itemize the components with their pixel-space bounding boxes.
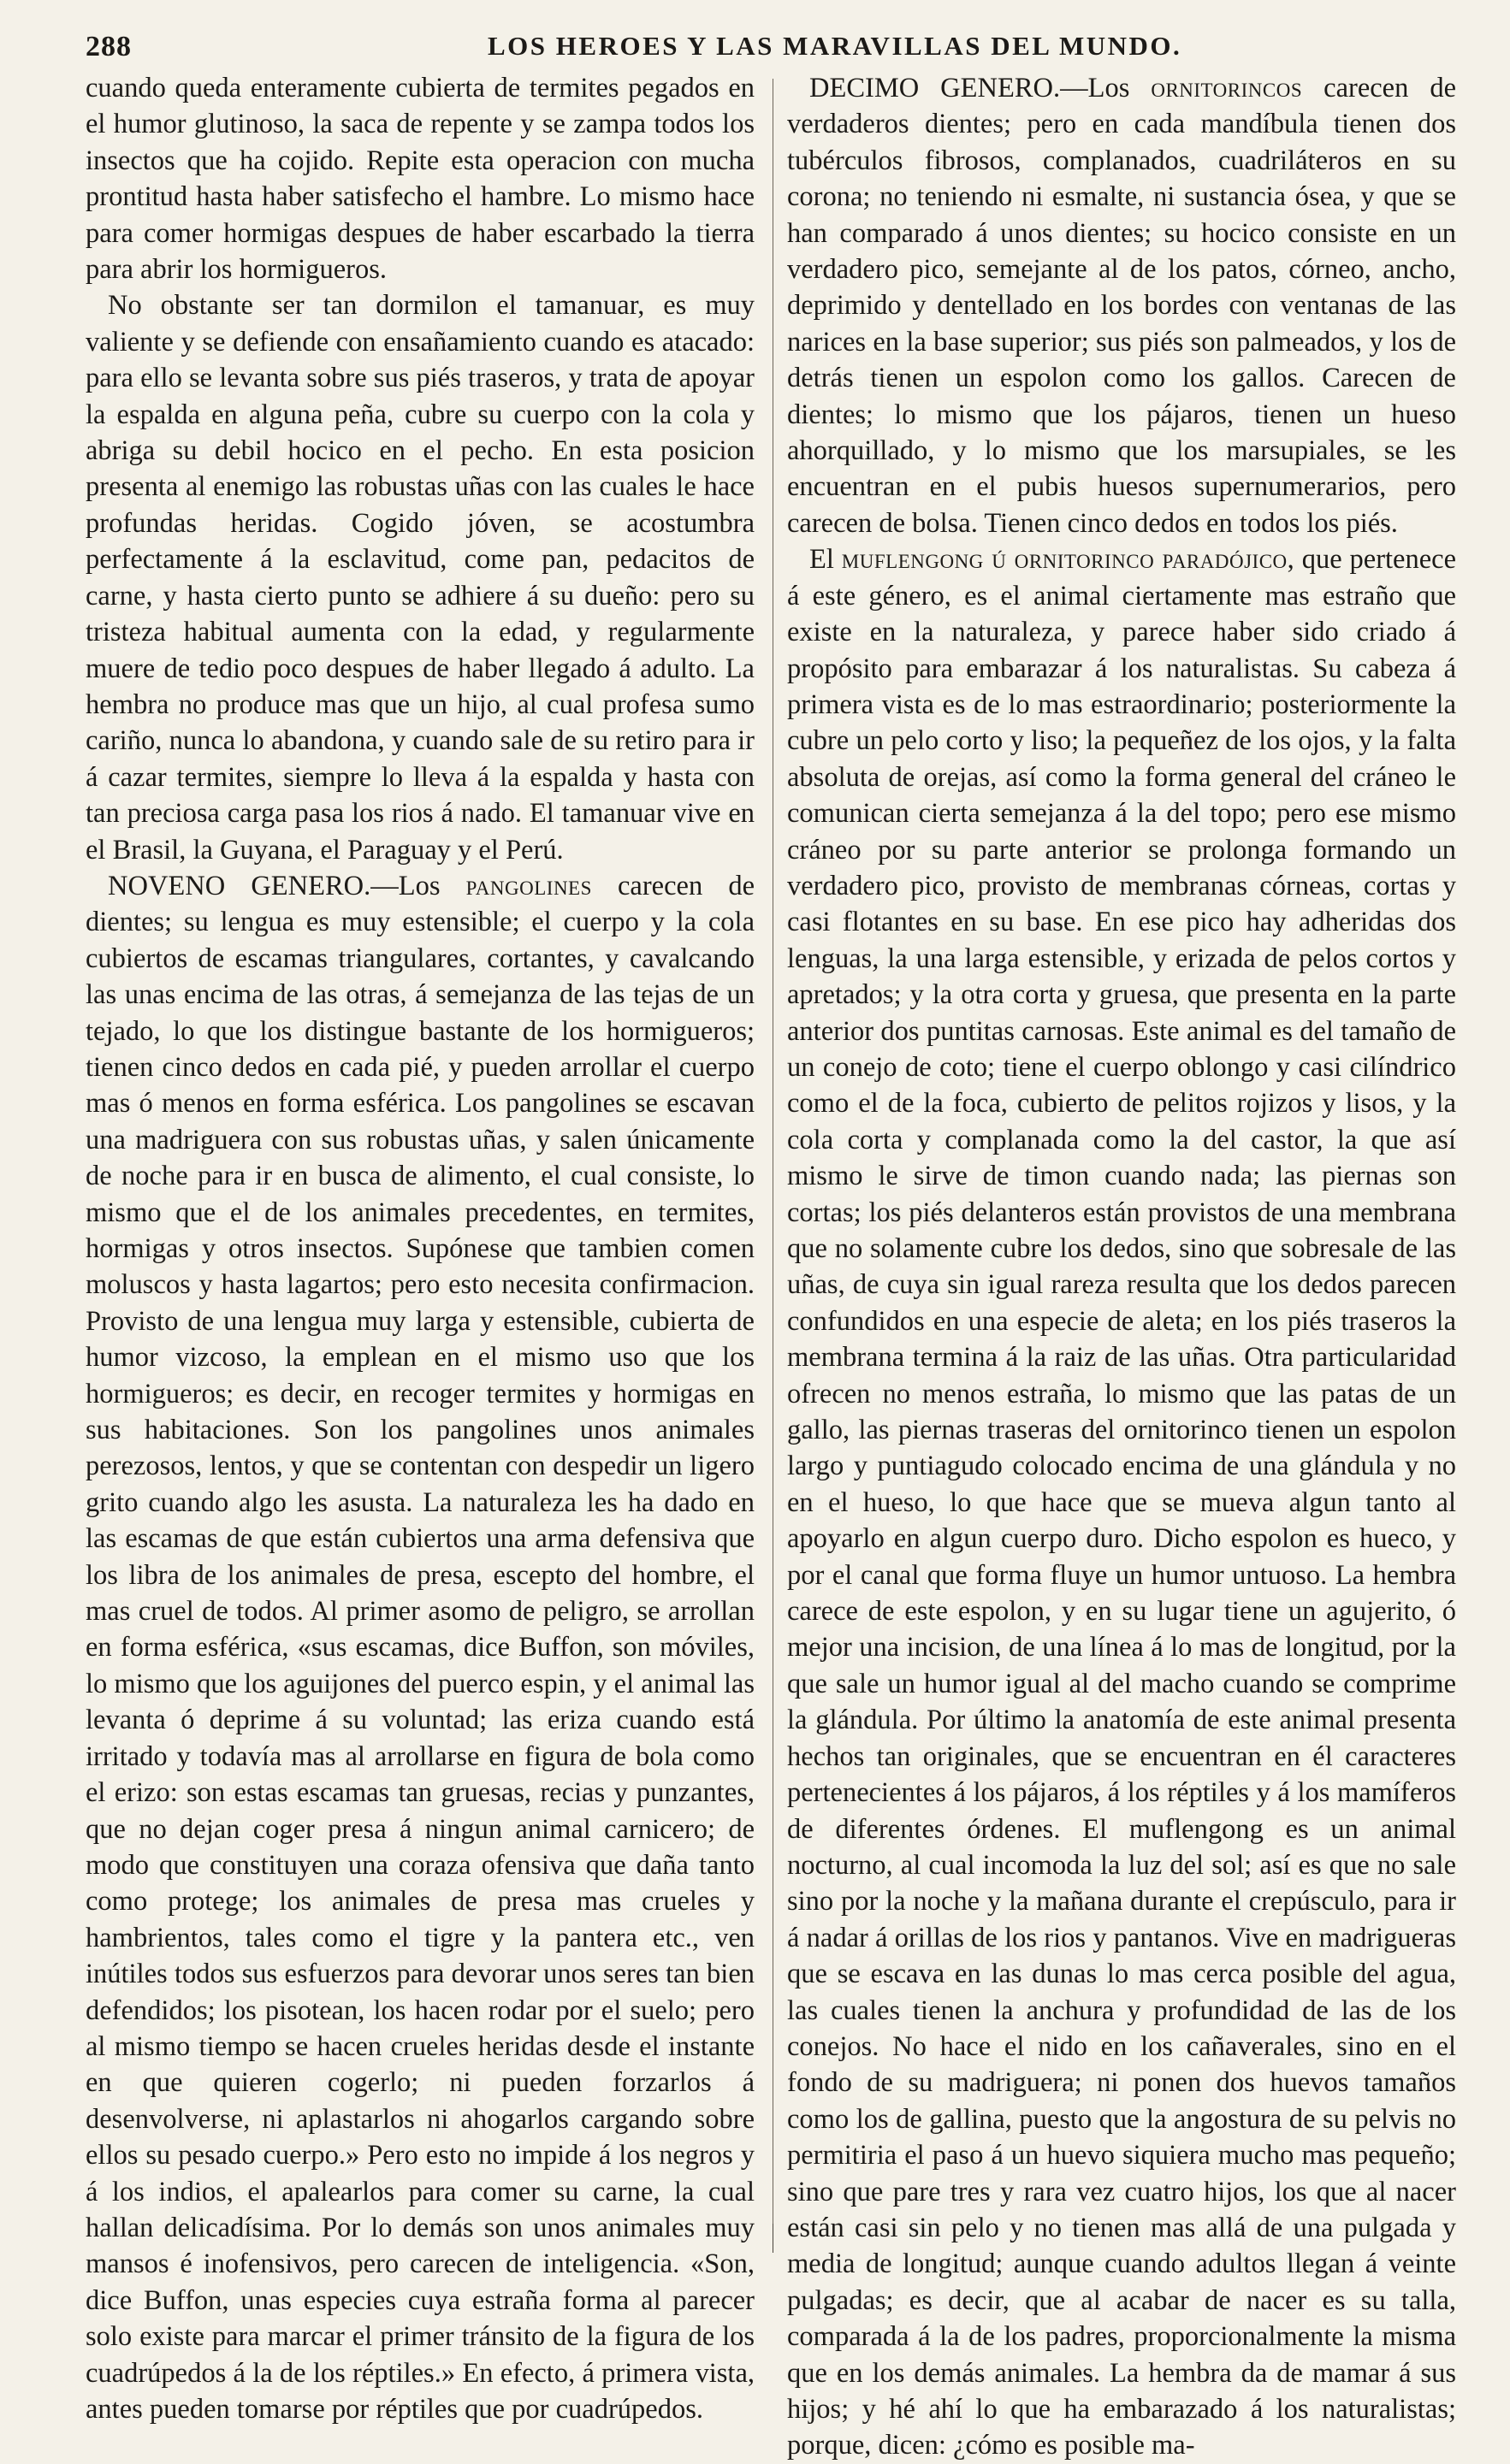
page-header [86, 24, 1454, 75]
right-paragraph-2 [787, 541, 1456, 2464]
genus-name-ornitorincos: ornitorincos [1151, 73, 1303, 103]
genus-heading-noveno: NOVENO GENERO.—Los [108, 870, 466, 901]
left-paragraph-2: No obstante ser tan dormilon el tamanuar, es muy valiente y se defiende con ensañamiento cuando es atacado: para ello se levanta sobre sus piés traseros, y trata de apoyar la espalda en alguna peña, cubre su cuerpo con la cola y abriga su debil hocico en el pecho. En esta posicion presenta al enemigo las robustas uñas con las cuales le hace profundas heridas. Cogido jóven, se acostumbra perfectamente á la esclavitud, come pan, pedacitos de carne, y hasta cierto punto se adhiere á su dueño: pero su tristeza habitual aumenta con la edad, y regularmente muere de tedio poco despues de haber llegado á adulto. La hembra no produce mas que un hijo, al cual profesa sumo cariño, nunca lo abandona, y cuando sale de su retiro para ir á cazar termites, siempre lo lleva á la espalda y hasta con tan preciosa carga pasa los rios á nado. El tamanuar vive en el Brasil, la Guyana, el Paraguay y el Perú. [86, 290, 755, 866]
genus-name-pangolines: pangolines [465, 870, 592, 901]
right-paragraph-2-body: , que pertenece á este género, es el animal ciertamente mas estraño que existe en la naturaleza, y parece haber sido criado á propósito para embarazar á los naturalistas. Su cabeza á primera vista es de lo mas estraordinario; posteriormente la cubre un pelo corto y liso; la pequeñez de los ojos, y la falta absoluta de orejas, así como la forma general del cráneo le comunican cierta semejanza á la del topo; pero ese mismo cráneo por su parte anterior se prolonga formando un verdadero pico, provisto de membranas córneas, cortas y casi flotantes en su base. En ese pico hay adheridas dos lenguas, la una larga estensible, y erizada de pelos cortos y apretados; y la otra corta y gruesa, que presenta en la parte anterior dos puntitas carnosas. Este animal es del tamaño de un conejo de coto; tiene el cuerpo oblongo y casi cilíndrico como el de la foca, cubierto de pelitos rojizos y lisos, y la cola corta y complanada como la del castor, la que así mismo le sirve de timon cuando nada; las piernas son cortas; los piés delanteros están provistos de una membrana que no solamente cubre los dedos, sino que sobresale de las uñas, de cuya sin igual rareza resulta que los dedos parecen confundidos en una especie de aleta; en los piés traseros la membrana termina á la raiz de las uñas. Otra particularidad ofrecen no menos estraña, lo mismo que las patas de un gallo, las piernas traseras del ornitorinco tienen un espolon largo y puntiagudo colocado encima de una glándula y no en el hueso, lo que hace que se mueva algun tanto al apoyarlo en algun cuerpo duro. Dicho espolon es hueco, y por el canal que forma fluye un humor untuoso. La hembra carece de este espolon, y en su lugar tiene un agujerito, ó mejor una incision, de una línea á lo mas de longitud, por la que sale un humor igual al del macho cuando se comprime la glándula. Por último la anatomía de este animal presenta hechos tan originales, que se encuentran en él caracteres pertenecientes á los pájaros, á los réptiles y á los mamíferos de diferentes órdenes. El muflengong es un animal nocturno, al cual incomoda la luz del sol; así es que no sale sino por la noche y la mañana durante el crepúsculo, para ir á nadar á orillas de los rios y pantanos. Vive en madrigueras que se escava en las dunas lo mas cerca posible del agua, las cuales tienen la anchura y profundidad de las de los conejos. No hace el nido en los cañaverales, sino en el fondo de su madriguera; ni ponen dos huevos tamaños como los de gallina, puesto que la angostura de su pelvis no permitiria el paso á un huevo siquiera mucho mas pequeño; sino que pare tres y rara vez cuatro hijos, los que al nacer están casi sin pelo y no tienen mas allá de una pulgada y media de longitud; aunque cuando adultos llegan á veinte pulgadas; es decir, que al acabar de nacer es su talla, comparada á la de los padres, proporcionalmente la misma que en los demás animales. La hembra da de mamar á sus hijos; y hé ahí lo que ha embarazado á los naturalistas; porque, dicen: ¿cómo es posible ma- [787, 544, 1457, 2461]
right-paragraph-1 [787, 70, 1456, 541]
left-column [86, 70, 755, 2427]
page-number: 288 [86, 31, 132, 62]
species-name-muflengong: muflengong ú ornitorinco paradójico [841, 544, 1288, 576]
running-title: LOS HEROES Y LAS MARAVILLAS DEL MUNDO. [488, 31, 1182, 61]
left-paragraph-3 [86, 868, 755, 2427]
left-paragraph-1: cuando queda enteramente cubierta de termites pegados en el humor glutinoso, la saca de repente y se zampa todos los insectos que ha cojido. Repite esta operacion con mucha prontitud hasta haber satisfecho el hambre. Lo mismo hace para comer hormigas despues de haber escarbado la tierra para abrir los hormigueros. [86, 73, 755, 286]
genus-heading-decimo: DECIMO GENERO.—Los [809, 73, 1152, 103]
right-column [787, 70, 1456, 2464]
right-paragraph-1-body: carecen de verdaderos dientes; pero en cada mandíbula tienen dos tubérculos fibrosos, complanados, cuadriláteros en su corona; no teniendo ni esmalte, ni sustancia ósea, y que se han comparado á unos dientes; su hocico consiste en un verdadero pico, semejante al de los patos, córneo, ancho, deprimido y dentellado en los bordes con ventanas de las narices en la base superior; sus piés son palmeados, y los de detrás tienen un espolon como los gallos. Carecen de dientes; lo mismo que los pájaros, tienen un hueso ahorquillado, y lo mismo que los marsupiales, se les encuentran en el pubis huesos supernumerarios, pero carecen de bolsa. Tienen cinco dedos en todos los piés. [787, 73, 1456, 539]
right-paragraph-2-lead: El [809, 544, 842, 576]
left-paragraph-3-body: carecen de dientes; su lengua es muy estensible; el cuerpo y la cola cubiertos de escamas triangulares, cortantes, y cavalcando las unas encima de las otras, á semejanza de las tejas de un tejado, lo que los distingue bastante de los hormigueros; tienen cinco dedos en cada pié, y pueden arrollar el cuerpo mas ó menos en forma esférica. Los pangolines se escavan una madriguera con sus robustas uñas, y salen únicamente de noche para ir en busca de alimento, el cual consiste, lo mismo que el de los animales precedentes, en termites, hormigas y otros insectos. Supónese que tambien comen moluscos y hasta lagartos; pero esto necesita confirmacion. Provisto de una lengua muy larga y estensible, cubierta de humor vizcoso, la emplean en el mismo uso que los hormigueros; es decir, en recoger termites y hormigas en sus habitaciones. Son los pangolines unos animales perezosos, lentos, y que se contentan con despedir un ligero grito cuando algo les asusta. La naturaleza les ha dado en las escamas de que están cubiertos una arma defensiva que los libra de los animales de presa, escepto del hombre, el mas cruel de todos. Al primer asomo de peligro, se arrollan en forma esférica, «sus escamas, dice Buffon, son móviles, lo mismo que los aguijones del puerco espin, y el animal las levanta ó deprime á su voluntad; las eriza cuando está irritado y todavía mas al arrollarse en figura de bola como el erizo: son estas escamas tan gruesas, recias y punzantes, que no dejan coger presa á ningun animal carnicero; de modo que constituyen una coraza ofensiva que daña tanto como protege; los animales de presa mas crueles y hambrientos, tales como el tigre y la pantera etc., ven inútiles todos sus esfuerzos para devorar unos seres tan bien defendidos; los pisotean, los hacen rodar por el suelo; pero al mismo tiempo se hacen crueles heridas desde el instante en que quieren cogerlo; ni pueden forzarlos á desenvolverse, ni aplastarlos ni ahogarlos cargando sobre ellos su pesado cuerpo.» Pero esto no impide á los negros y á los indios, el apalearlos para comer su carne, la cual hallan delicadísima. Por lo demás son unos animales muy mansos é inofensivos, pero carecen de inteligencia. «Son, dice Buffon, unas especies cuya estraña forma al parecer solo existe para marcar el primer tránsito de la figura de los cuadrúpedos á la de los réptiles.» En efecto, á primera vista, antes pueden tomarse por réptiles que por cuadrúpedos. [86, 870, 755, 2425]
